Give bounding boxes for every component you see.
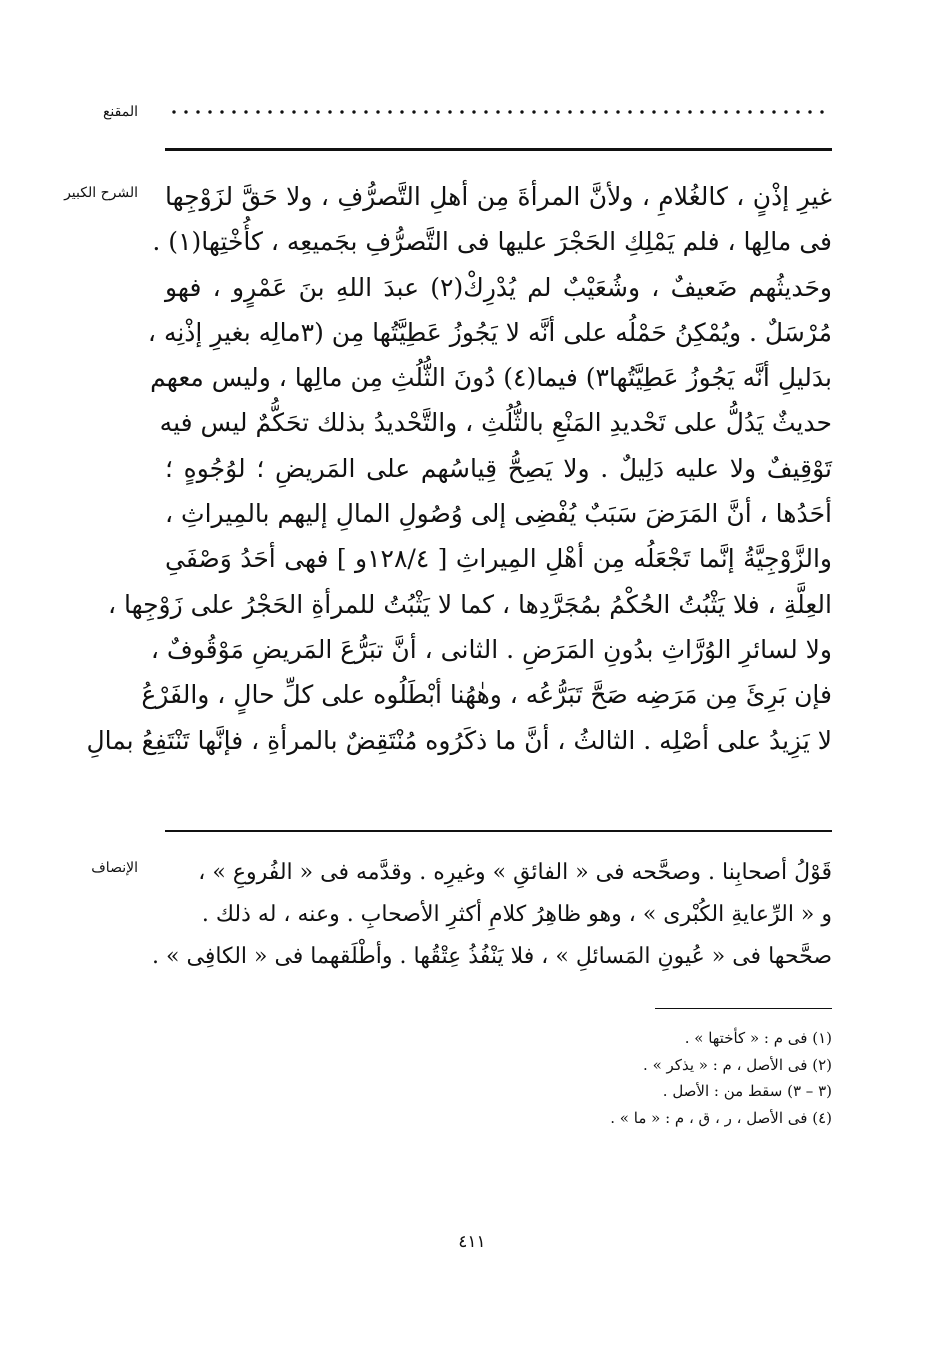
insaf-text-line: قَوْلُ أصحابِنا . وصحَّحه فى « الفائقِ » وغيرِه . وقدَّمه فى « الفُروعِ » ، [198, 860, 832, 885]
main-text-line: لا يَزِيدُ على أصْلِه . الثالثُ ، أنَّ ما ذكَرُوه مُنْتَقِضٌ بالمرأةِ ، فإنَّها تَنْتَفِعُ بمالِ [86, 725, 832, 755]
section-divider [165, 830, 832, 832]
main-text-line: بدَليلِ أنَّه يَجُوزُ عَطِيَّتُها٣) فيما(٤) دُونَ الثُّلُثِ مِن مالِها ، وليس معهم [150, 363, 832, 393]
header-book-title: المقنع [102, 104, 138, 120]
main-text-line: غيرِ إذْنٍ ، كالغُلامِ ، ولأنَّ المرأةَ مِن أهلِ التَّصرُّفِ ، ولا حَقَّ لزَوْجِها [165, 182, 832, 211]
main-text-line: مُرْسَلٌ . ويُمْكِنُ حَمْلُه على أنَّه لا يَجُوزُ عَطِيَّتُها مِن (٣مالِه بغيرِ إذْنِه ، [147, 317, 832, 347]
footnote: (٣ – ٣) سقط من : الأصل . [662, 1082, 832, 1100]
header-dotted-leader [168, 108, 830, 116]
header-rule [165, 148, 832, 151]
insaf-text-line: صحَّحها فى « عُيونِ المَسائلِ » ، فلا يَنْفُذُ عِتْقُها . وأطْلَقهما فى « الكافِى » . [152, 944, 832, 969]
page-number: ٤١١ [458, 1232, 486, 1252]
main-text-line: وحَديثُهم ضَعيفٌ ، وشُعَيْبٌ لم يُدْرِكْ(٢) عبدَ اللهِ بنَ عَمْرٍو ، فهو [165, 272, 832, 302]
main-text-line: حديثٌ يَدُلُّ على تَحْديدِ المَنْعِ بالثُّلُثِ ، والتَّحْديدُ بذلك تحَكُّمٌ ليس فيه [159, 408, 832, 438]
main-text-line: والزَّوْجِيَّةُ إنَّما تَجْعَلُه مِن أهْلِ المِيراثِ [ ١٢٨/٤و ] فهى أحَدُ وَصْفَىِ [165, 544, 832, 574]
main-text-line: أحَدُها ، أنَّ المَرَضَ سَبَبٌ يُفْضِى إلى وُصُولِ المالِ إليهم بالمِيراثِ ، [165, 499, 832, 529]
margin-label-insaf: الإنصاف [91, 860, 138, 876]
main-text-line: العِلَّةِ ، فلا يَثْبُتُ الحُكْمُ بمُجَرَّدِها ، كما لا يَثْبُتُ للمرأةِ الحَجْرُ على زَوْجِها ، [107, 589, 832, 619]
main-text-line: تَوْقِيفٌ ولا عليه دَلِيلٌ . ولا يَصِحُّ قِياسُهم على المَريضِ ؛ لوُجُوهٍ ؛ [165, 453, 832, 483]
footnote-divider [655, 1008, 832, 1009]
insaf-text [152, 852, 832, 978]
footnote: (٢) فى الأصل ، م : « يذكر » . [643, 1055, 832, 1074]
footnotes [400, 1025, 832, 1131]
main-text-line: ولا لسائرِ الوُرَّاثِ بدُونِ المَرَضِ . الثانى ، أنَّ تبَرُّعَ المَريضِ مَوْقُوفٌ ، [150, 634, 832, 664]
margin-label-sharh-kabir: الشرح الكبير [64, 185, 138, 201]
insaf-text-line: و « الرِّعايةِ الكُبْرى » ، وهو ظاهِرُ كلامِ أكثرِ الأصحابِ . وعنه ، له ذلك . [201, 902, 832, 927]
main-text-line: فإن بَرِئَ مِن مَرَضِه صَحَّ تَبَرُّعُه ، وهٰهُنا أبْطَلُوه على كلِّ حالٍ ، والفَرْعُ [141, 680, 832, 710]
main-text-line: فى مالِها ، فلم يَمْلِكِ الحَجْرَ عليها فى التَّصرُّفِ بجَميعِه ، كأُخْتِها(١) . [152, 227, 832, 257]
footnote: (٤) فى الأصل ، ر ، ق ، م : « ما » . [610, 1108, 832, 1127]
footnote: (١) فى م : « كأختها » . [684, 1029, 832, 1047]
